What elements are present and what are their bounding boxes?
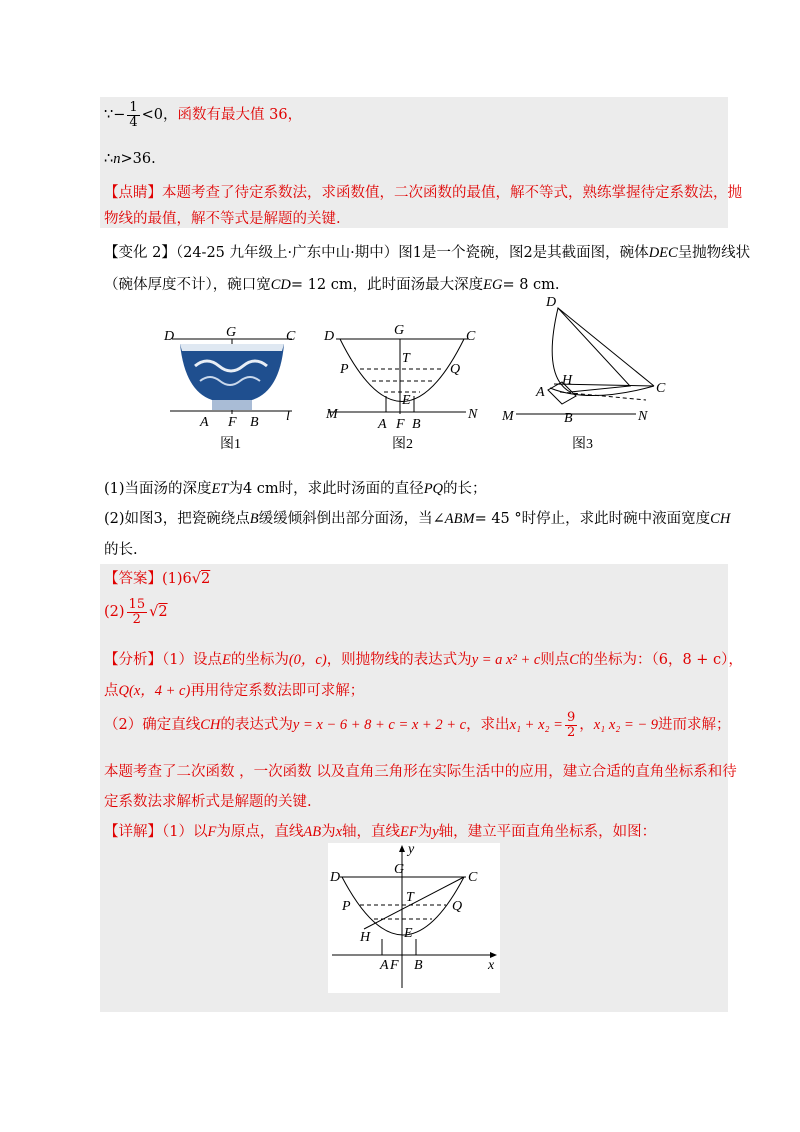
label-N: N: [638, 409, 648, 424]
label-l: l: [286, 409, 290, 424]
coordinate-figure: [328, 843, 500, 993]
label-A: A: [536, 385, 545, 400]
label-M: M: [326, 407, 338, 422]
answer-2: (2) $\frac{15}{2}$ √2: [104, 597, 168, 627]
fraction: $\frac{9}{2}$: [566, 710, 576, 740]
label-C: C: [466, 329, 476, 344]
label-x: x: [488, 958, 495, 973]
figure-1: [163, 325, 296, 452]
label-C: C: [468, 870, 478, 885]
sqrt-sign: √: [149, 604, 159, 621]
label-C: C: [656, 381, 666, 396]
label-A: A: [380, 958, 389, 973]
label-D: D: [546, 296, 557, 310]
sqrt-sign: √: [191, 571, 202, 587]
label-T: T: [406, 890, 414, 905]
figure-3: [501, 296, 666, 452]
fraction: $\frac{1}{4}$: [129, 100, 138, 130]
label-H: H: [360, 930, 371, 945]
analysis-line-1: 【分析】（1）设点E的坐标为(0，c)，则抛物线的表达式为y = a x² + c则点C的坐标为：（6，8 + c），: [104, 652, 743, 668]
label-D: D: [330, 870, 341, 885]
label-Q: Q: [450, 362, 461, 377]
analysis-line-3: （2）确定直线CH的表达式为y = x − 6 + 8 + c = x + 2 + c，求出x₁ + x₂ = $\frac{9}{2}$ ，x₁ x₂ = − 9进而求解；: [104, 710, 731, 740]
analysis-line-2: 点Q(x，4 + c)再用待定系数法即可求解；: [104, 683, 365, 699]
label-A: A: [200, 415, 209, 430]
fig3-caption: 图3: [572, 437, 593, 452]
detail-line-1: 【详解】（1）以F为原点，直线AB为x轴，直线EF为y轴，建立平面直角坐标系，如图：: [104, 824, 657, 840]
dianjing-line-2: 物线的最值，解不等式是解题的关键.: [104, 211, 341, 227]
question-2-cont: 的长.: [104, 542, 138, 558]
label-F: F: [228, 415, 237, 430]
question-2: (2)如图3，把瓷碗绕点B缓缓倾斜倒出部分面汤，当∠ABM= 45 °时停止，求此时碗中液面宽度CH: [104, 511, 731, 527]
label-M: M: [502, 409, 514, 424]
label-G: G: [394, 323, 405, 338]
since-line: ∵− $\frac{1}{4}$ <0，函数有最大值 36，: [104, 100, 303, 130]
label-G: G: [226, 325, 237, 340]
label-E: E: [402, 393, 411, 408]
analysis-line-4: 本题考查了二次函数 ，一次函数 以及直角三角形在实际生活中的应用，建立合适的直角坐标系和待: [104, 764, 737, 780]
label-Q: Q: [452, 899, 463, 914]
label-B: B: [414, 958, 423, 973]
question-1: (1)当面汤的深度ET为4 cm时，求此时汤面的直径PQ的长；: [104, 481, 487, 497]
label-C: C: [286, 329, 296, 344]
label-F: F: [390, 958, 399, 973]
label-D: D: [164, 329, 175, 344]
figure-2: [323, 323, 478, 452]
dianjing-line-1: 【点睛】本题考查了待定系数法，求函数值，二次函数的最值，解不等式，熟练掌握待定系数法，抛: [104, 185, 742, 201]
analysis-line-5: 定系数法求解析式是解题的关键.: [104, 794, 312, 810]
label-N: N: [468, 407, 478, 422]
answer-1: 【答案】(1)6√2: [104, 571, 211, 587]
label-H: H: [562, 373, 573, 388]
label-F: F: [396, 417, 405, 432]
fig2-caption: 图2: [392, 437, 413, 452]
label-E: E: [404, 926, 413, 941]
label-G: G: [394, 862, 405, 877]
label-D: D: [324, 329, 335, 344]
label-B: B: [412, 417, 421, 432]
label-B: B: [250, 415, 259, 430]
label-B: B: [564, 411, 573, 426]
fig1-caption: 图1: [220, 437, 241, 452]
problem-line-2: （碗体厚度不计），碗口宽CD= 12 cm，此时面汤最大深度EG= 8 cm.: [104, 277, 560, 293]
label-P: P: [342, 899, 351, 914]
problem-line-1: 【变化 2】（24-25 九年级上·广东中山·期中）图1是一个瓷碗，图2是其截面图，碗体DEC呈抛物线状: [104, 245, 751, 261]
label-y: y: [408, 843, 415, 857]
fraction: $\frac{15}{2}$: [128, 597, 146, 627]
label-T: T: [402, 351, 410, 366]
therefore-line: ∴n>36.: [104, 151, 156, 167]
label-A: A: [378, 417, 387, 432]
figures-row: [150, 296, 670, 456]
label-P: P: [340, 362, 349, 377]
